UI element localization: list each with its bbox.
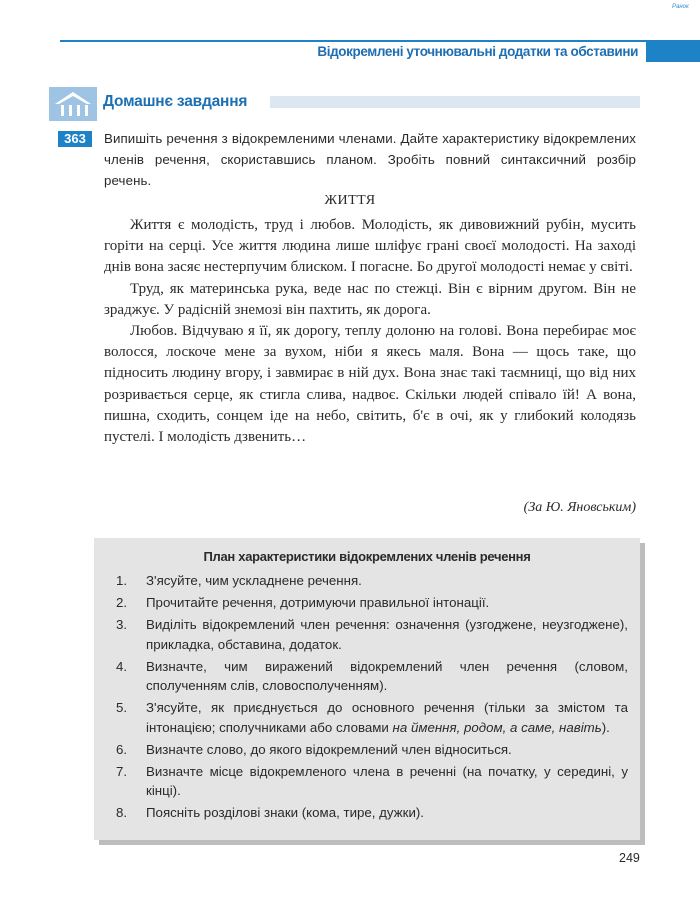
plan-box — [94, 538, 640, 840]
story-paragraph: Життя є молодість, труд і любов. Молодість, як дивовижний рубін, мусить горіти на серці. Усе життя людина лише шліфує грані своєї молодості. На заході днів вона засяє нестерпучим блиском. І погасне. Бо другої молодості немає у світі. — [104, 217, 636, 276]
header-accent-bar — [646, 40, 700, 62]
text-title: ЖИТТЯ — [324, 193, 376, 208]
plan-item-text: Поясніть розділові знаки (кома, тире, дужки). — [146, 805, 424, 820]
plan-item-number: 6. — [116, 741, 128, 757]
plan-item-text: Визначте, чим виражений відокремлений член речення (словом, сполученням слів, словосполученням). — [146, 658, 628, 693]
home-icon — [49, 87, 97, 121]
plan-item — [112, 762, 628, 801]
plan-item-text: Визначте слово, до якого відокремлений член відноситься. — [146, 741, 512, 757]
plan-item-number: 2. — [116, 595, 128, 610]
plan-item-text: З'ясуйте, чим ускладнене речення. — [146, 573, 362, 588]
plan-title: План характеристики відокремлених членів речення — [203, 549, 531, 564]
plan-item — [112, 571, 628, 591]
page-number: 249 — [619, 851, 640, 865]
task-number-badge: 363 — [58, 131, 92, 147]
homework-title-bar — [270, 96, 640, 108]
story-text — [104, 215, 636, 448]
plan-item-number: 1. — [116, 573, 128, 588]
plan-item-number: 8. — [116, 805, 128, 820]
plan-item — [112, 593, 628, 613]
plan-item — [112, 803, 628, 823]
story-paragraph: Любов. Відчуваю я її, як дорогу, теплу долоню на голові. Вона перебирає моє волосся, лоскоче мене за вухом, ніби я якесь маля. Вона — щось таке, що підносить людину вгору, і завмирає в ній дух. Вона знає такі таємниці, що від них розривається серце, як стигла слива, надвоє. Скільки людей співало їй! А вона, пишна, сходить, сонцем іде на небо, світить, б'є в очі, як у глибокий колодязь пустелі. І молодість дзвенить… — [104, 323, 636, 446]
author-attribution: (За Ю. Яновським) — [523, 500, 636, 515]
plan-item-number: 3. — [116, 617, 128, 632]
plan-item-text: Виділіть відокремлений член речення: означення (узгоджене, неузгоджене), прикладка, обставина, додаток. — [146, 617, 628, 652]
plan-item — [112, 698, 628, 737]
homework-title: Домашнє завдання — [103, 93, 248, 110]
plan-item-text-end: ). — [601, 719, 610, 735]
plan-item-number: 5. — [116, 700, 128, 715]
story-paragraph: Труд, як материнська рука, веде нас по стежці. Він є вірним другом. Він не зраджує. У радісній знемозі він пахтить, як дорога. — [104, 280, 636, 318]
section-title: Відокремлені уточнювальні додатки та обставини — [317, 44, 638, 59]
header-line — [60, 40, 700, 42]
plan-item — [112, 615, 628, 654]
plan-item — [112, 657, 628, 696]
task-instruction: Випишіть речення з відокремленими членами. Дайте характеристику відокремлених членів речення, скориставшись планом. Зробіть повний синтаксичний розбір речень. — [104, 131, 636, 188]
plan-item-number: 4. — [116, 658, 128, 674]
publisher-logo: Ранок — [672, 4, 689, 10]
plan-item-text: З'ясуйте, як приєднується до основного речення (тільки за змістом та інтонацією; сполучниками або словами — [146, 700, 628, 735]
plan-item-number: 7. — [116, 763, 128, 779]
plan-item-italic: на ймення, родом, а саме, навіть — [392, 719, 602, 735]
plan-item-text: Прочитайте речення, дотримуючи правильної інтонації. — [146, 595, 490, 610]
plan-item — [112, 740, 628, 760]
plan-item-text: Визначте місце відокремленого члена в реченні (на початку, у середині, у кінці). — [146, 763, 628, 798]
plan-list — [112, 571, 628, 825]
